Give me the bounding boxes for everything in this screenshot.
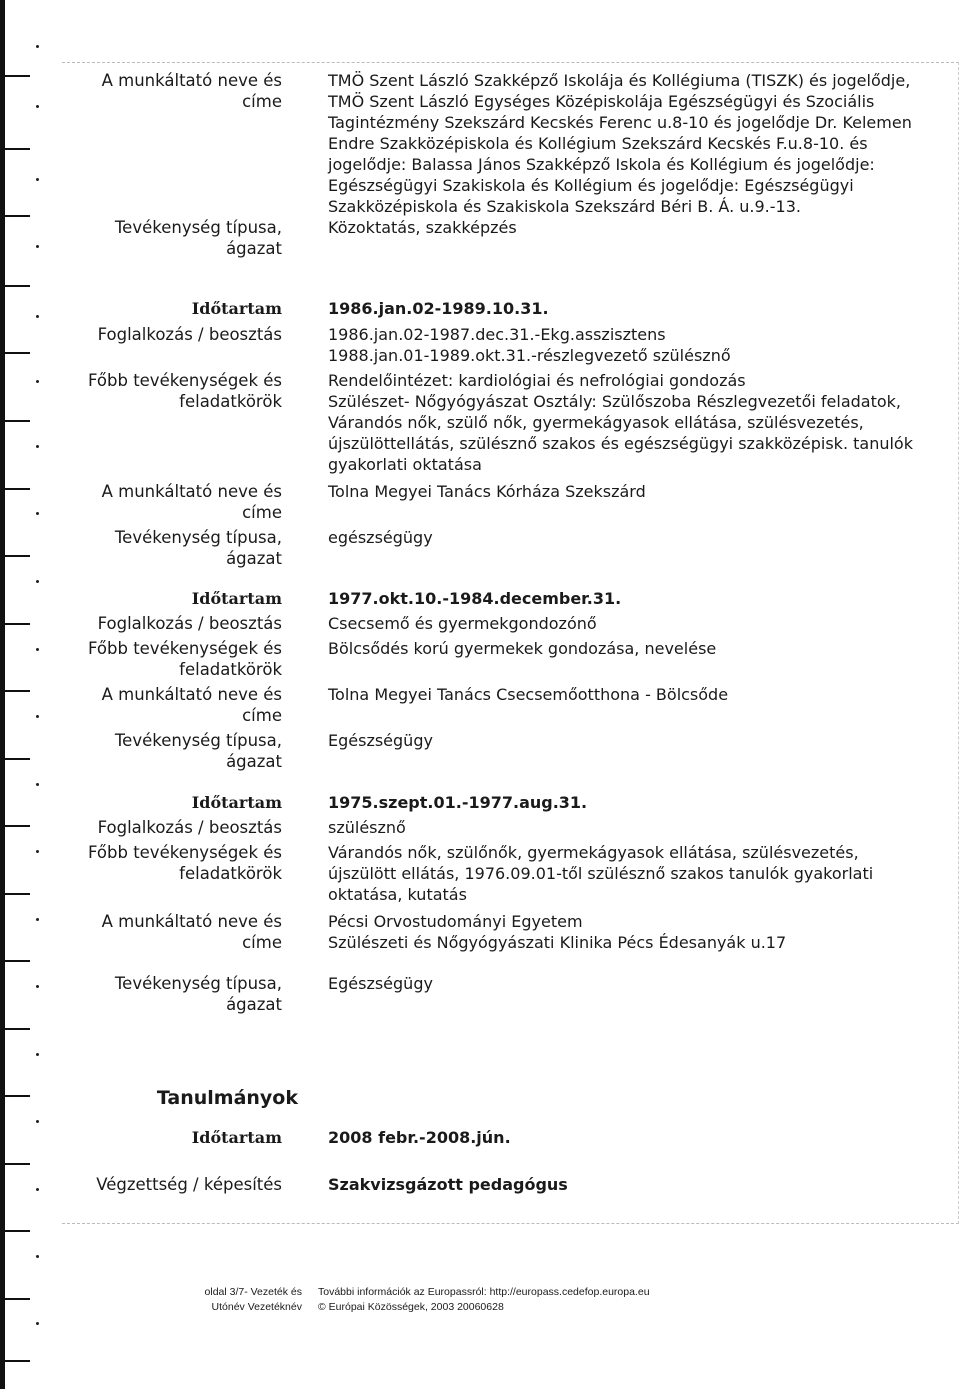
position-value: 1986.jan.02-1987.dec.31.-Ekg.asszisztens 1988.jan.01-1989.okt.31.-részlegvezető szülésznő <box>328 325 731 365</box>
position-label: Foglalkozás / beosztás <box>97 818 282 837</box>
job-entry-3 <box>62 792 958 1015</box>
sector-label: Tevékenység típusa, ágazat <box>114 528 282 568</box>
position-label: Foglalkozás / beosztás <box>97 614 282 633</box>
sector-label: Tevékenység típusa, ágazat <box>114 218 282 258</box>
activities-value: Várandós nők, szülőnők, gyermekágyasok ellátása, szülésvezetés, újszülött ellátás, 1976.09.01-től szülésznő szakos tanulók gyakorlati oktatása, kutatás <box>328 843 874 904</box>
sector-label: Tevékenység típusa, ágazat <box>114 731 282 771</box>
footer-europass-info: További információk az Europassról: http://europass.cedefop.europa.eu © Európai Közösségek, 2003 20060628 <box>318 1286 650 1313</box>
period-label: Időtartam <box>191 793 282 812</box>
position-value: szülésznő <box>328 818 406 837</box>
qualification-value: Szakvizsgázott pedagógus <box>328 1175 568 1194</box>
employer-label: A munkáltató neve és címe <box>101 71 282 111</box>
job-entry-top <box>62 70 958 259</box>
period-label: Időtartam <box>191 1128 282 1147</box>
sector-value: egészségügy <box>328 528 433 547</box>
studies-heading: Tanulmányok <box>156 1087 298 1109</box>
job-entry-2 <box>62 588 958 772</box>
employer-value: Tolna Megyei Tanács Kórháza Szekszárd <box>328 482 646 501</box>
period-value: 2008 febr.-2008.jún. <box>328 1128 511 1147</box>
europass-link[interactable]: További információk az Europassról: http://europass.cedefop.europa.eu <box>318 1286 650 1298</box>
activities-label: Főbb tevékenységek és feladatkörök <box>88 639 282 679</box>
activities-label: Főbb tevékenységek és feladatkörök <box>88 843 282 883</box>
period-value: 1975.szept.01.-1977.aug.31. <box>328 793 588 812</box>
activities-label: Főbb tevékenységek és feladatkörök <box>88 371 282 411</box>
employer-value: TMÖ Szent László Szakképző Iskolája és Kollégiuma (TISZK) és jogelődje, TMÖ Szent László Egységes Középiskolája Egészségügyi és Szociális Tagintézmény Szekszárd Kecskés Ferenc u.8-10 és jogelődje Dr. Kelemen Endre Szakközépiskola és Kollégium Szekszárd Kecskés F.u.8-10. és jogelődje: Balassa János Szakképző Iskola és Kollégium és jogelődje: Egészségügyi Szakiskola és Kollégium és jogelődje: Egészségügyi Szakközépiskola és Szakiskola Szekszárd Béri B. Á. u.9.-13. <box>328 71 912 216</box>
employer-label: A munkáltató neve és címe <box>101 685 282 725</box>
scan-edge-marks <box>0 0 40 1389</box>
employer-value: Pécsi Orvostudományi Egyetem Szülészeti és Nőgyógyászati Klinika Pécs Édesanyák u.17 <box>328 912 787 952</box>
activities-value: Bölcsődés korú gyermekek gondozása, nevelése <box>328 639 717 658</box>
period-label: Időtartam <box>191 589 282 608</box>
sector-value: Egészségügy <box>328 974 433 993</box>
sector-value: Közoktatás, szakképzés <box>328 218 517 237</box>
activities-value: Rendelőintézet: kardiológiai és nefrológiai gondozás Szülészet- Nőgyógyászat Osztály: Szülőszoba Részlegvezetői feladatok, Várandós nők, szülő nők, gyermekágyasok ellátása, szülésvezetés, újszülöttellátás, szülésznő szakos és egészségügyi szakközépisk. tanulók gyakorlati oktatása <box>328 371 913 474</box>
studies-entry <box>62 1127 958 1195</box>
employer-value: Tolna Megyei Tanács Csecsemőotthona - Bölcsőde <box>328 685 729 704</box>
sector-label: Tevékenység típusa, ágazat <box>114 974 282 1014</box>
employer-label: A munkáltató neve és címe <box>101 482 282 522</box>
period-value: 1977.okt.10.-1984.december.31. <box>328 589 622 608</box>
qualification-label: Végzettség / képesítés <box>96 1175 282 1194</box>
sector-value: Egészségügy <box>328 731 433 750</box>
job-entry-1 <box>62 298 958 569</box>
position-value: Csecsemő és gyermekgondozónő <box>328 614 597 633</box>
period-label: Időtartam <box>191 299 282 318</box>
footer-page-info: oldal 3/7- Vezeték és Utónév Vezetéknév <box>204 1286 302 1313</box>
employer-label: A munkáltató neve és címe <box>101 912 282 952</box>
period-value: 1986.jan.02-1989.10.31. <box>328 299 549 318</box>
position-label: Foglalkozás / beosztás <box>97 325 282 344</box>
